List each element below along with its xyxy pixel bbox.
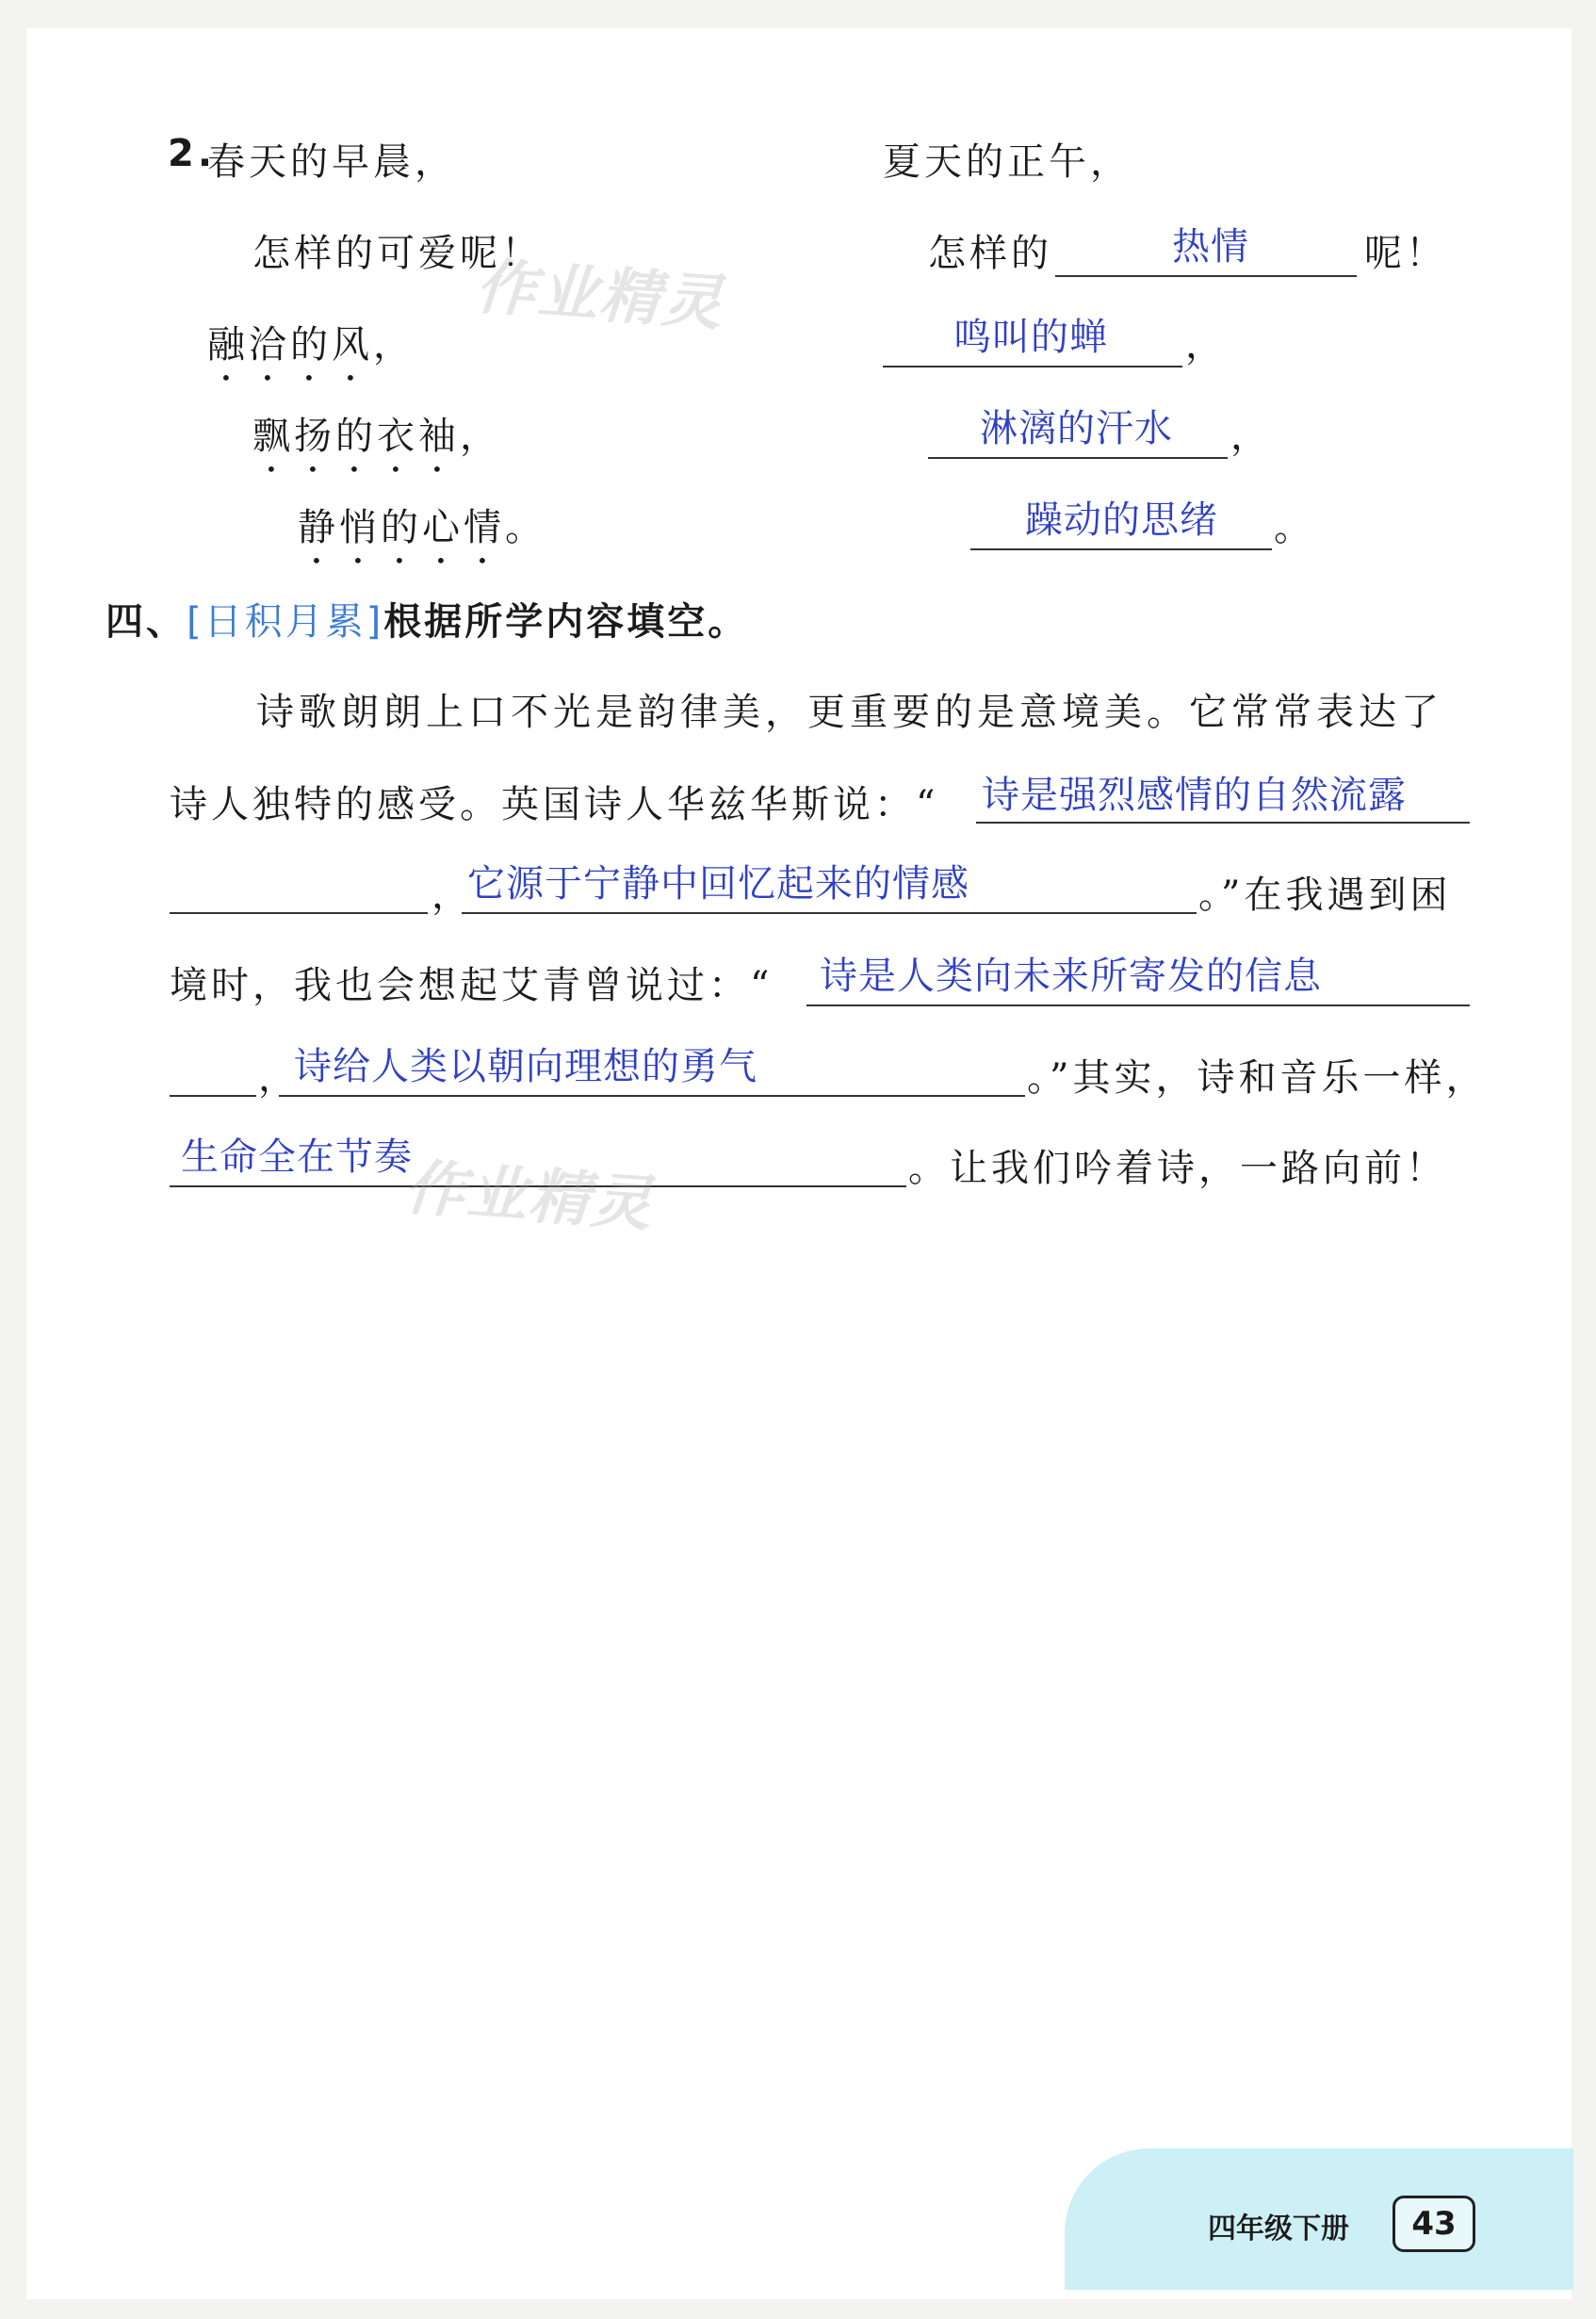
watermark-2: 作业精灵 xyxy=(402,1152,656,1241)
answer-1: 热情 xyxy=(1172,225,1249,269)
poem-left-line-4: 飘扬的衣袖， xyxy=(252,415,501,458)
blank-line-8a xyxy=(170,1095,256,1097)
answer-5: 诗是强烈感情的自然流露 xyxy=(982,774,1407,817)
answer-9: 生命全在节奏 xyxy=(181,1135,413,1179)
blank-line-1 xyxy=(1055,275,1357,277)
poem-left-line-3: 融洽的风， xyxy=(207,323,415,367)
blank-line-3 xyxy=(928,457,1228,459)
answer-6: 它源于宁静中回忆起来的情感 xyxy=(467,862,969,906)
section-tag: [日积月累] xyxy=(187,600,384,644)
poem-right-comma-3: ， xyxy=(1230,415,1272,458)
poem-right-line-2-prefix: 怎样的 xyxy=(928,232,1052,275)
para-line-4: 境时，我也会想起艾青曾说过：“ xyxy=(170,964,774,1007)
page-number: 43 xyxy=(1392,2196,1475,2252)
answer-4: 躁动的思绪 xyxy=(1025,498,1218,542)
blank-line-4 xyxy=(970,548,1272,550)
poem-left-line-5: 静悄的心情。 xyxy=(298,506,546,549)
poem-left-line-1: 春天的早晨， xyxy=(207,140,456,184)
poem-right-line-1: 夏天的正午， xyxy=(883,140,1132,184)
para-line-5-comma: ， xyxy=(258,1056,300,1100)
para-line-3-comma: ， xyxy=(432,874,473,917)
section-number: 四、 xyxy=(106,600,187,644)
para-line-2: 诗人独特的感受。英国诗人华兹华斯说：“ xyxy=(170,783,939,826)
section-4-heading xyxy=(106,592,748,645)
poem-left-line-2: 怎样的可爱呢！ xyxy=(252,232,543,275)
poem-right-period-4: 。 xyxy=(1274,506,1315,549)
answer-7: 诗是人类向未来所寄发的信息 xyxy=(820,955,1322,998)
blank-line-7 xyxy=(806,1004,1470,1006)
answer-3: 淋漓的汗水 xyxy=(980,407,1173,450)
blank-line-6b xyxy=(462,912,1197,914)
para-line-3-end: 。”在我遇到困 xyxy=(1198,874,1452,917)
poem-right-comma-2: ， xyxy=(1185,323,1227,367)
poem-number: 2. xyxy=(168,132,217,175)
para-line-1: 诗歌朗朗上口不光是韵律美，更重要的是意境美。它常常表达了 xyxy=(256,691,1443,734)
blank-line-5 xyxy=(976,822,1470,824)
para-line-5-end: 。”其实，诗和音乐一样， xyxy=(1027,1056,1488,1100)
watermark-1: 作业精灵 xyxy=(473,252,726,340)
para-line-6-end: 。让我们吟着诗，一路向前！ xyxy=(908,1147,1447,1190)
blank-line-8b xyxy=(279,1095,1025,1097)
grade-label: 四年级下册 xyxy=(1208,2213,1349,2246)
answer-8: 诗给人类以朝向理想的勇气 xyxy=(294,1045,757,1088)
blank-line-2 xyxy=(883,366,1182,367)
answer-2: 鸣叫的蝉 xyxy=(953,316,1108,359)
section-title: 根据所学内容填空。 xyxy=(383,600,749,644)
poem-right-line-2-suffix: 呢！ xyxy=(1364,232,1447,275)
blank-line-6a xyxy=(170,912,428,914)
